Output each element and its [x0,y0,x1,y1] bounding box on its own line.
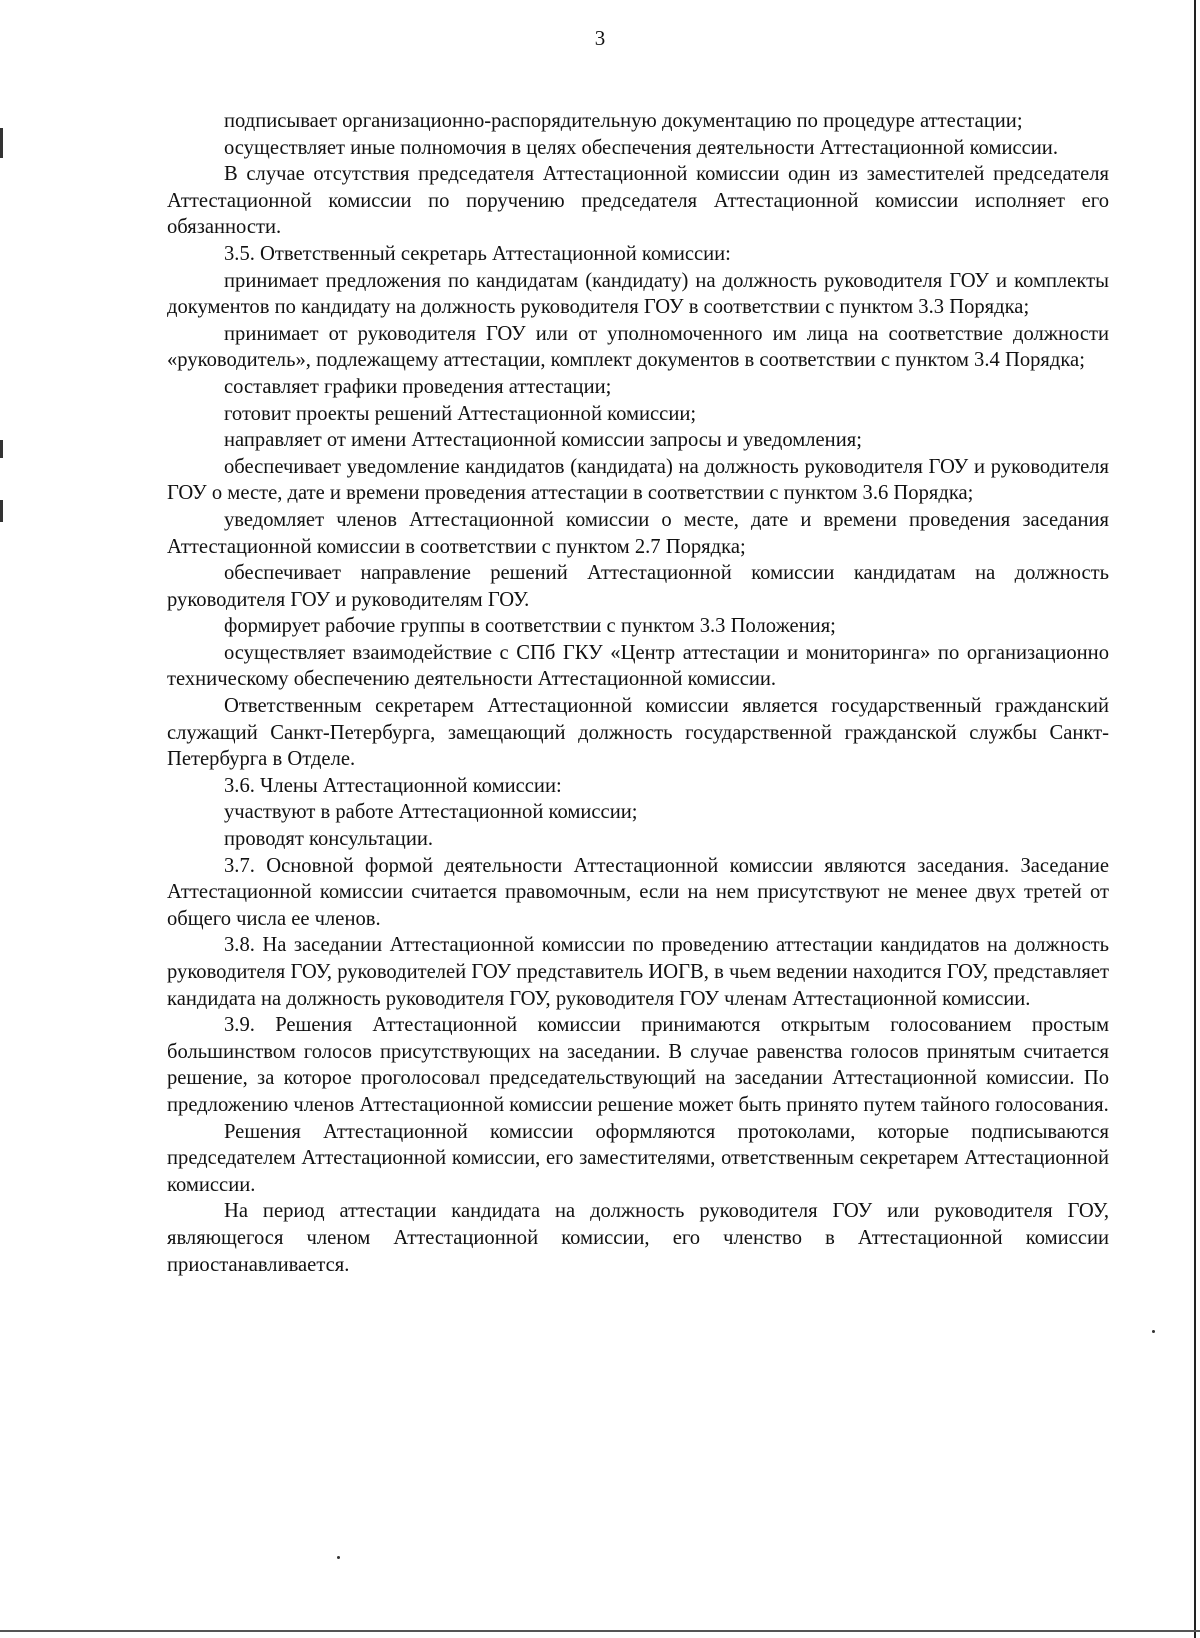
scan-edge-bottom [0,1630,1200,1632]
scan-mark [0,128,3,158]
section-heading-3-5: 3.5. Ответственный секретарь Аттестационной комиссии: [224,242,731,265]
paragraph: участвуют в работе Аттестационной комиссии; [224,801,638,824]
paragraph: осуществляет взаимодействие с СПб ГКУ «Центр аттестации и мониторинга» по организационно техническому обеспечению деятельности Аттестационной комиссии. [167,641,1109,691]
section-3-7: 3.7. Основной формой деятельности Аттестационной комиссии являются заседания. Заседание Аттестационной комиссии считается правомочным, если на нем присутствуют не менее двух третей от общего числа ее членов. [167,854,1109,930]
document-body [167,108,1109,1278]
paragraph: проводят консультации. [224,828,434,851]
paragraph: принимает от руководителя ГОУ или от уполномоченного им лица на соответствие должности «руководитель», подлежащему аттестации, комплект документов в соответствии с пунктом 3.4 Порядка; [167,322,1109,372]
paragraph: принимает предложения по кандидатам (кандидату) на должность руководителя ГОУ и комплекты документов по кандидату на должность руководителя ГОУ в соответствии с пунктом 3.3 Порядка; [167,269,1109,319]
scan-mark [0,440,3,458]
paragraph: готовит проекты решений Аттестационной комиссии; [224,402,697,425]
scan-speck [337,1556,340,1559]
paragraph: Решения Аттестационной комиссии оформляются протоколами, которые подписываются председателем Аттестационной комиссии, его заместителями, ответственным секретарем Аттестационной комиссии. [167,1120,1109,1196]
paragraph: В случае отсутствия председателя Аттестационной комиссии один из заместителей председателя Аттестационной комиссии по поручению председателя Аттестационной комиссии исполняет его обязанности. [167,163,1109,239]
paragraph: обеспечивает уведомление кандидатов (кандидата) на должность руководителя ГОУ и руководителя ГОУ о месте, дате и времени проведения аттестации в соответствии с пунктом 3.6 Порядка; [167,455,1109,505]
paragraph: осуществляет иные полномочия в целях обеспечения деятельности Аттестационной комиссии. [224,136,1058,159]
paragraph: подписывает организационно-распорядительную документацию по процедуре аттестации; [224,110,1023,132]
page-number: 3 [594,26,606,50]
paragraph: формирует рабочие группы в соответствии с пунктом 3.3 Положения; [224,615,836,638]
paragraph: Ответственным секретарем Аттестационной комиссии является государственный гражданский служащий Санкт-Петербурга, замещающий должность государственной гражданской службы Санкт-Петербурга в Отделе. [167,695,1109,771]
section-heading-3-6: 3.6. Члены Аттестационной комиссии: [224,774,562,797]
paragraph: обеспечивает направление решений Аттестационной комиссии кандидатам на должность руководителя ГОУ и руководителям ГОУ. [167,562,1109,611]
scan-speck [1152,1330,1155,1333]
paragraph: уведомляет членов Аттестационной комиссии о месте, дате и времени проведения заседания Аттестационной комиссии в соответствии с пунктом 2.7 Порядка; [167,508,1109,558]
section-3-9: 3.9. Решения Аттестационной комиссии принимаются открытым голосованием простым большинством голосов присутствующих на заседании. В случае равенства голосов принятым считается решение, за которое проголосовал председательствующий на заседании Аттестационной комиссии. По предложению членов Аттестационной комиссии решение может быть принято путем тайного голосования. [167,1014,1109,1116]
scan-edge-right [1194,0,1196,1638]
scan-mark [0,500,3,522]
paragraph: составляет графики проведения аттестации; [224,375,612,398]
section-3-8: 3.8. На заседании Аттестационной комиссии по проведению аттестации кандидатов на должность руководителя ГОУ, руководителей ГОУ представитель ИОГВ, в чьем ведении находится ГОУ, представляет кандидата на должность руководителя ГОУ, руководителя ГОУ членам Аттестационной комиссии. [167,934,1109,1010]
paragraph: На период аттестации кандидата на должность руководителя ГОУ или руководителя ГОУ, являющегося членом Аттестационной комиссии, его членство в Аттестационной комиссии приостанавливается. [167,1200,1109,1276]
paragraph: направляет от имени Аттестационной комиссии запросы и уведомления; [224,429,862,452]
